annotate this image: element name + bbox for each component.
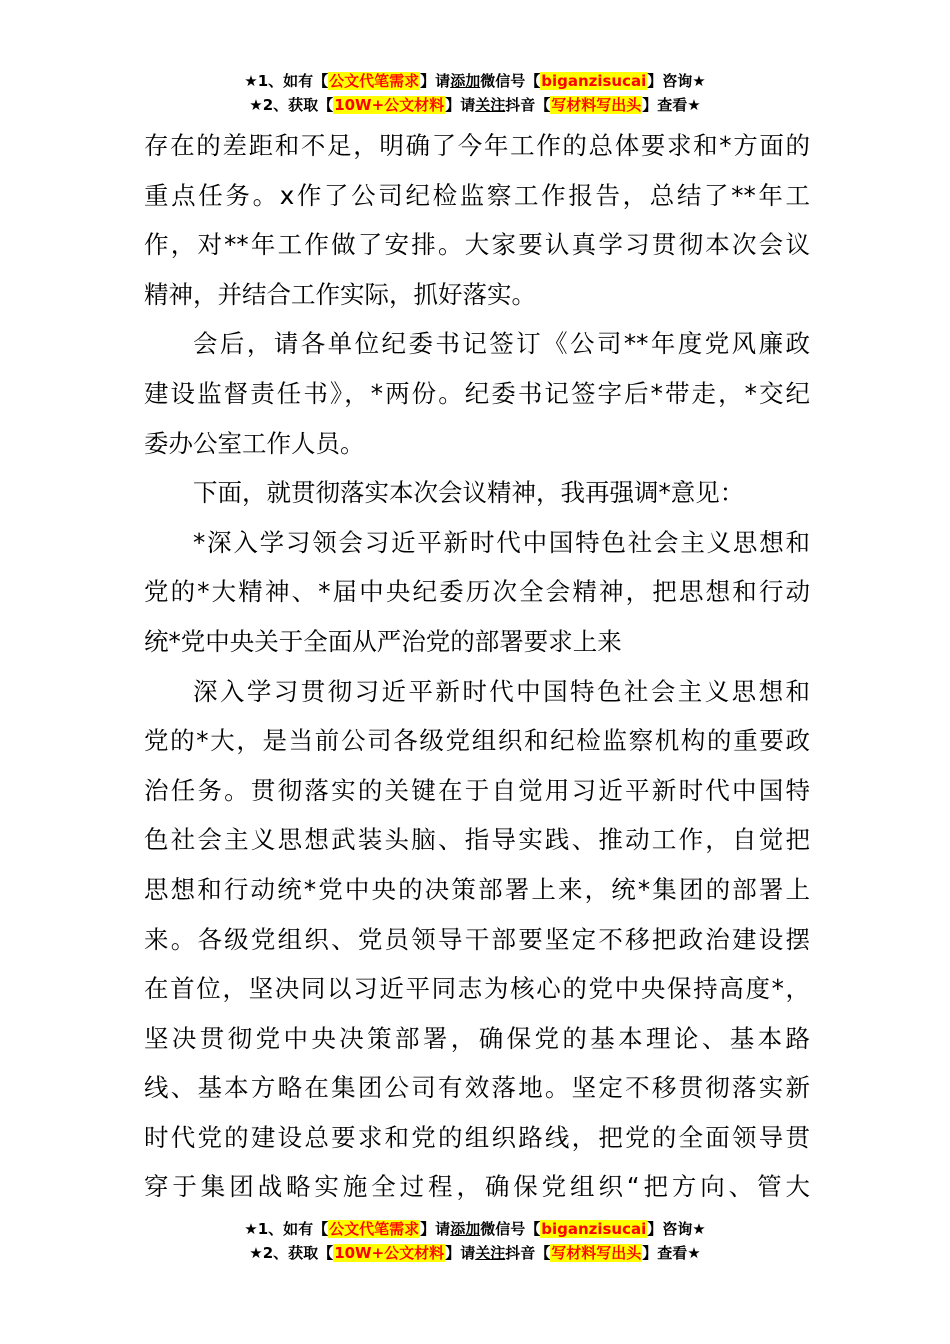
text-line: 深入学习贯彻习近平新时代中国特色社会主义思想和	[193, 676, 810, 706]
text-line: 在首位，坚决同以习近平同志为核心的党中央保持高度*，	[144, 974, 810, 1004]
section-heading-line: *深入学习领会习近平新时代中国特色社会主义思想和	[193, 527, 810, 557]
promo-underlined: 添加	[450, 72, 481, 90]
text-line: 色社会主义思想武装头脑、指导实践、推动工作，自觉把	[144, 825, 810, 855]
text-line: 委办公室工作人员。	[144, 428, 365, 458]
text-line: 党的*大，是当前公司各级党组织和纪检监察机构的重要政	[144, 726, 810, 756]
text-line: 会后，请各单位纪委书记签订《公司**年度党风廉政	[193, 329, 810, 359]
footer-promo-banner	[0, 1217, 950, 1265]
promo-text: ★2、获取【	[249, 1244, 334, 1262]
text-line: 建设监督责任书》，*两份。纪委书记签字后*带走，*交纪	[144, 378, 810, 408]
promo-text: 】查看★	[642, 96, 701, 114]
text-line: 作，对**年工作做了安排。大家要认真学习贯彻本次会议	[144, 230, 810, 260]
promo-text: 抖音【	[505, 96, 551, 114]
promo-text: 微信号【	[480, 72, 541, 90]
text-line: 线、基本方略在集团公司有效落地。坚定不移贯彻落实新	[144, 1073, 810, 1103]
promo-underlined: 关注	[475, 96, 506, 114]
section-heading-line: 统*党中央关于全面从严治党的部署要求上来	[144, 626, 622, 656]
promo-underlined: 关注	[475, 1244, 506, 1262]
section-heading-line: 党的*大精神、*届中央纪委历次全会精神，把思想和行动	[144, 577, 810, 607]
promo-text: 】请	[445, 96, 476, 114]
promo-text: 】咨询★	[647, 1220, 706, 1238]
promo-highlight: biganzisucai	[541, 72, 647, 90]
promo-text: 微信号【	[480, 1220, 541, 1238]
promo-line-2	[0, 1241, 950, 1265]
text-line: 重点任务。x作了公司纪检监察工作报告，总结了**年工	[144, 180, 810, 210]
promo-text: 】请	[445, 1244, 476, 1262]
promo-highlight: 公文代笔需求	[329, 1220, 420, 1238]
promo-text: ★1、如有【	[244, 1220, 329, 1238]
promo-text: 】咨询★	[647, 72, 706, 90]
promo-line-1	[0, 1217, 950, 1241]
promo-underlined: 添加	[450, 1220, 481, 1238]
promo-highlight: 写材料写出头	[551, 96, 642, 114]
promo-highlight: 10W+公文材料	[334, 96, 445, 114]
promo-text: 】查看★	[642, 1244, 701, 1262]
promo-text: 】请	[420, 1220, 451, 1238]
text-line: 存在的差距和不足，明确了今年工作的总体要求和*方面的	[144, 131, 810, 160]
body-text	[144, 121, 810, 1212]
promo-text: ★2、获取【	[249, 96, 334, 114]
promo-highlight: 写材料写出头	[551, 1244, 642, 1262]
promo-highlight: 公文代笔需求	[329, 72, 420, 90]
promo-highlight: biganzisucai	[541, 1220, 647, 1238]
text-line: 精神，并结合工作实际，抓好落实。	[144, 279, 536, 309]
text-line: 下面，就贯彻落实本次会议精神，我再强调*意见：	[193, 478, 745, 508]
promo-text: 】请	[420, 72, 451, 90]
text-line: 穿于集团战略实施全过程，确保党组织“把方向、管大	[144, 1172, 810, 1202]
text-line: 坚决贯彻党中央决策部署，确保党的基本理论、基本路	[144, 1023, 810, 1053]
text-line: 来。各级党组织、党员领导干部要坚定不移把政治建设摆	[144, 924, 810, 954]
promo-text: 抖音【	[505, 1244, 551, 1262]
promo-line-2	[0, 93, 950, 117]
promo-text: ★1、如有【	[244, 72, 329, 90]
header-promo-banner	[0, 69, 950, 117]
promo-line-1	[0, 69, 950, 93]
text-line: 时代党的建设总要求和党的组织路线，把党的全面领导贯	[144, 1122, 810, 1152]
text-line: 思想和行动统*党中央的决策部署上来，统*集团的部署上	[144, 874, 810, 904]
promo-highlight: 10W+公文材料	[334, 1244, 445, 1262]
text-line: 治任务。贯彻落实的关键在于自觉用习近平新时代中国特	[144, 775, 810, 805]
